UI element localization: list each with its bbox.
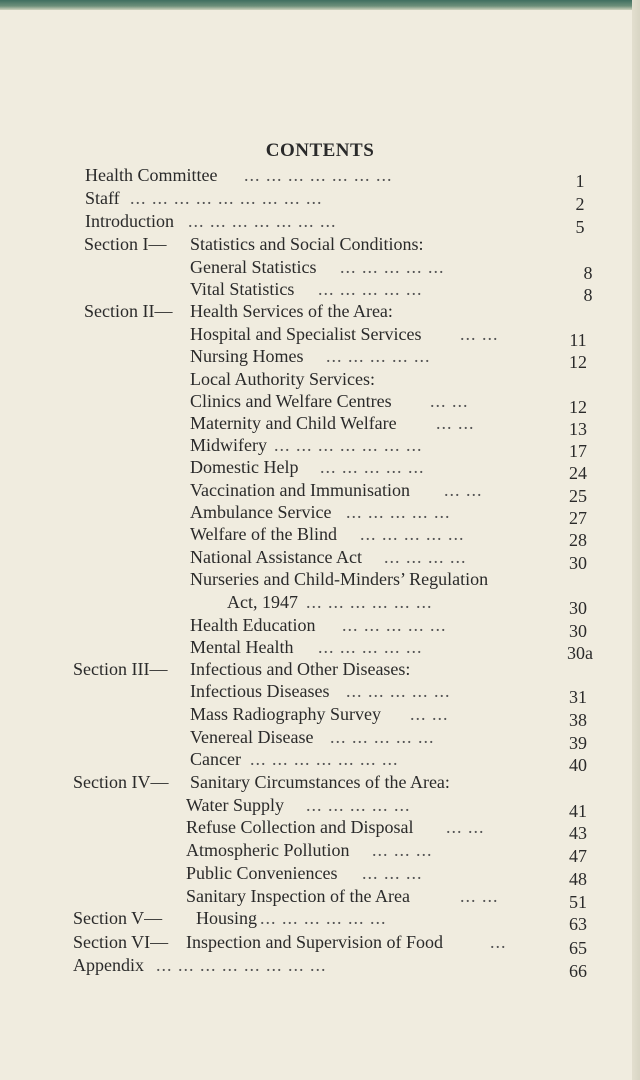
toc-entry [0,793,640,821]
toc-leader-dots: ... ... ... ... ... [306,795,411,815]
toc-entry [0,884,640,912]
toc-entry-title: Public Conveniences [186,863,338,883]
toc-entry-title: Cancer [190,749,241,769]
toc-entry [0,590,640,618]
toc-entry-title: Appendix [73,955,144,975]
toc-entry [0,478,640,506]
toc-leader-dots: ... ... ... ... ... [326,346,431,366]
toc-leader-dots: ... ... [460,886,499,906]
toc-entry-title: Atmospheric Pollution [186,840,350,860]
toc-entry-title: Mental Health [190,637,294,657]
toc-page-number: 30 [569,553,587,573]
toc-entry-title: Inspection and Supervision of Food [186,932,443,952]
toc-entry-title: Infectious Diseases [190,681,330,701]
toc-entry-title: Domestic Help [190,457,299,477]
toc-leader-dots: ... ... ... ... ... ... ... [250,749,399,769]
toc-leader-dots: ... ... ... ... ... [360,524,465,544]
toc-entry [0,411,640,439]
toc-entry [0,163,640,191]
toc-leader-dots: ... ... ... [372,840,433,860]
toc-leader-dots: ... ... ... ... ... ... ... ... ... [130,188,323,208]
toc-leader-dots: ... ... ... ... ... [318,279,423,299]
toc-entry [0,953,640,981]
toc-page-number: 11 [569,330,587,350]
toc-page-number: 24 [569,463,587,483]
toc-entry-title: Midwifery [190,435,267,455]
toc-page-number: 30 [569,621,587,641]
toc-entry-title: General Statistics [190,257,317,277]
toc-entry [0,725,640,753]
toc-section-label: Section III— [73,659,168,679]
toc-leader-dots: ... ... ... [362,863,423,883]
toc-entry [0,277,640,305]
toc-page-number: 30 [569,598,587,618]
toc-entry [0,747,640,775]
toc-page-number: 12 [569,397,587,417]
toc-page-number: 30a [567,643,593,663]
toc-page-number: 31 [569,687,587,707]
toc-entry-title: Vital Statistics [190,279,295,299]
toc-entry-title: Hospital and Specialist Services [190,324,422,344]
toc-entry [0,657,640,681]
toc-section-label: Section II— [84,301,173,321]
toc-leader-dots: ... ... [460,324,499,344]
toc-entry [0,209,640,237]
toc-entry-title: Act, 1947 [227,592,298,612]
toc-page-number: 5 [575,217,585,237]
toc-leader-dots: ... ... [410,704,449,724]
toc-entry-title: Clinics and Welfare Centres [190,391,392,411]
toc-leader-dots: ... ... [446,817,485,837]
toc-entry-title: Nurseries and Child-Minders’ Regulation [190,569,489,589]
toc-page-number: 48 [569,869,587,889]
toc-entry-title: Health Education [190,615,316,635]
toc-entry-title: Local Authority Services: [190,369,375,389]
toc-leader-dots: ... ... ... ... ... [320,457,425,477]
toc-leader-dots: ... ... ... ... ... ... ... [188,211,337,231]
toc-page-number: 41 [569,801,587,821]
toc-page-number: 8 [583,263,593,283]
toc-leader-dots: ... ... ... ... ... [330,727,435,747]
toc-page-number: 39 [569,733,587,753]
toc-page-number: 63 [569,914,587,934]
toc-entry [0,389,640,417]
toc-entry [0,545,640,573]
toc-page-number: 43 [569,823,587,843]
toc-entry-title: Housing [196,908,258,928]
toc-entry [0,679,640,707]
toc-entry-title: Maternity and Child Welfare [190,413,397,433]
toc-entry [0,500,640,528]
toc-page-number: 66 [569,961,587,981]
toc-page-number: 47 [569,846,587,866]
toc-page-number: 38 [569,710,587,730]
toc-section-label: Section V— [73,908,163,928]
toc-entry-title: National Assistance Act [190,547,362,567]
toc-entry-title: Mass Radiography Survey [190,704,381,724]
toc-entry-title: Health Services of the Area: [190,301,393,321]
toc-entry [0,433,640,461]
toc-page-number: 2 [575,194,585,214]
toc-leader-dots: ... ... [430,391,469,411]
toc-entry-title: Ambulance Service [190,502,332,522]
toc-section-label: Section I— [84,234,167,254]
toc-entry [0,635,640,663]
toc-page-number: 12 [569,352,587,372]
toc-entry [0,906,640,934]
toc-entry [0,838,640,866]
toc-page-number: 8 [583,285,593,305]
toc-leader-dots: ... ... ... ... ... [342,615,447,635]
toc-leader-dots: ... ... ... ... ... [346,502,451,522]
toc-entry-title: Sanitary Circumstances of the Area: [190,772,450,792]
toc-entry-title: Venereal Disease [190,727,314,747]
toc-entry-title: Statistics and Social Conditions: [190,234,424,254]
toc-page-number: 17 [569,441,587,461]
toc-leader-dots: ... ... ... ... [384,547,467,567]
toc-entry-title: Water Supply [186,795,285,815]
toc-entry [0,613,640,641]
toc-section-label: Section VI— [73,932,169,952]
toc-entry-title: Health Committee [85,165,218,185]
toc-page-number: 13 [569,419,587,439]
toc-entry-title: Nursing Homes [190,346,304,366]
toc-page-number: 28 [569,530,587,550]
toc-entry-title: Sanitary Inspection of the Area [186,886,410,906]
toc-leader-dots: ... ... ... ... ... ... [260,908,387,928]
toc-entry [0,815,640,843]
toc-leader-dots: ... ... ... ... ... [346,681,451,701]
toc-entry [0,567,640,591]
toc-entry-title: Vaccination and Immunisation [190,480,410,500]
toc-entry [0,930,640,958]
toc-page-number: 27 [569,508,587,528]
toc-entry-title: Infectious and Other Diseases: [190,659,411,679]
toc-leader-dots: ... ... ... ... ... ... ... [274,435,423,455]
toc-page-number: 25 [569,486,587,506]
toc-entry [0,702,640,730]
toc-entry [0,770,640,794]
toc-leader-dots: ... ... [444,480,483,500]
toc-entry [0,322,640,350]
toc-entry [0,455,640,483]
toc-entry [0,367,640,391]
toc-section-label: Section IV— [73,772,169,792]
toc-entry [0,232,640,256]
toc-leader-dots: ... ... [436,413,475,433]
toc-leader-dots: ... [490,932,507,952]
toc-leader-dots: ... ... ... ... ... ... ... ... [156,955,327,975]
toc-page-number: 65 [569,938,587,958]
toc-page-number: 51 [569,892,587,912]
toc-entry-title: Introduction [85,211,174,231]
toc-entry-title: Staff [85,188,120,208]
toc-entry [0,186,640,214]
toc-leader-dots: ... ... ... ... ... [318,637,423,657]
toc-entry [0,522,640,550]
toc-entry [0,299,640,323]
toc-entry [0,344,640,372]
toc-entry-title: Refuse Collection and Disposal [186,817,414,837]
toc-leader-dots: ... ... ... ... ... ... [306,592,433,612]
contents-title: CONTENTS [265,140,375,161]
toc-page-number: 40 [569,755,587,775]
toc-entry [0,861,640,889]
toc-entry-title: Welfare of the Blind [190,524,337,544]
toc-leader-dots: ... ... ... ... ... ... ... [244,165,393,185]
toc-entry [0,255,640,283]
toc-page-number: 1 [575,171,585,191]
toc-leader-dots: ... ... ... ... ... [340,257,445,277]
